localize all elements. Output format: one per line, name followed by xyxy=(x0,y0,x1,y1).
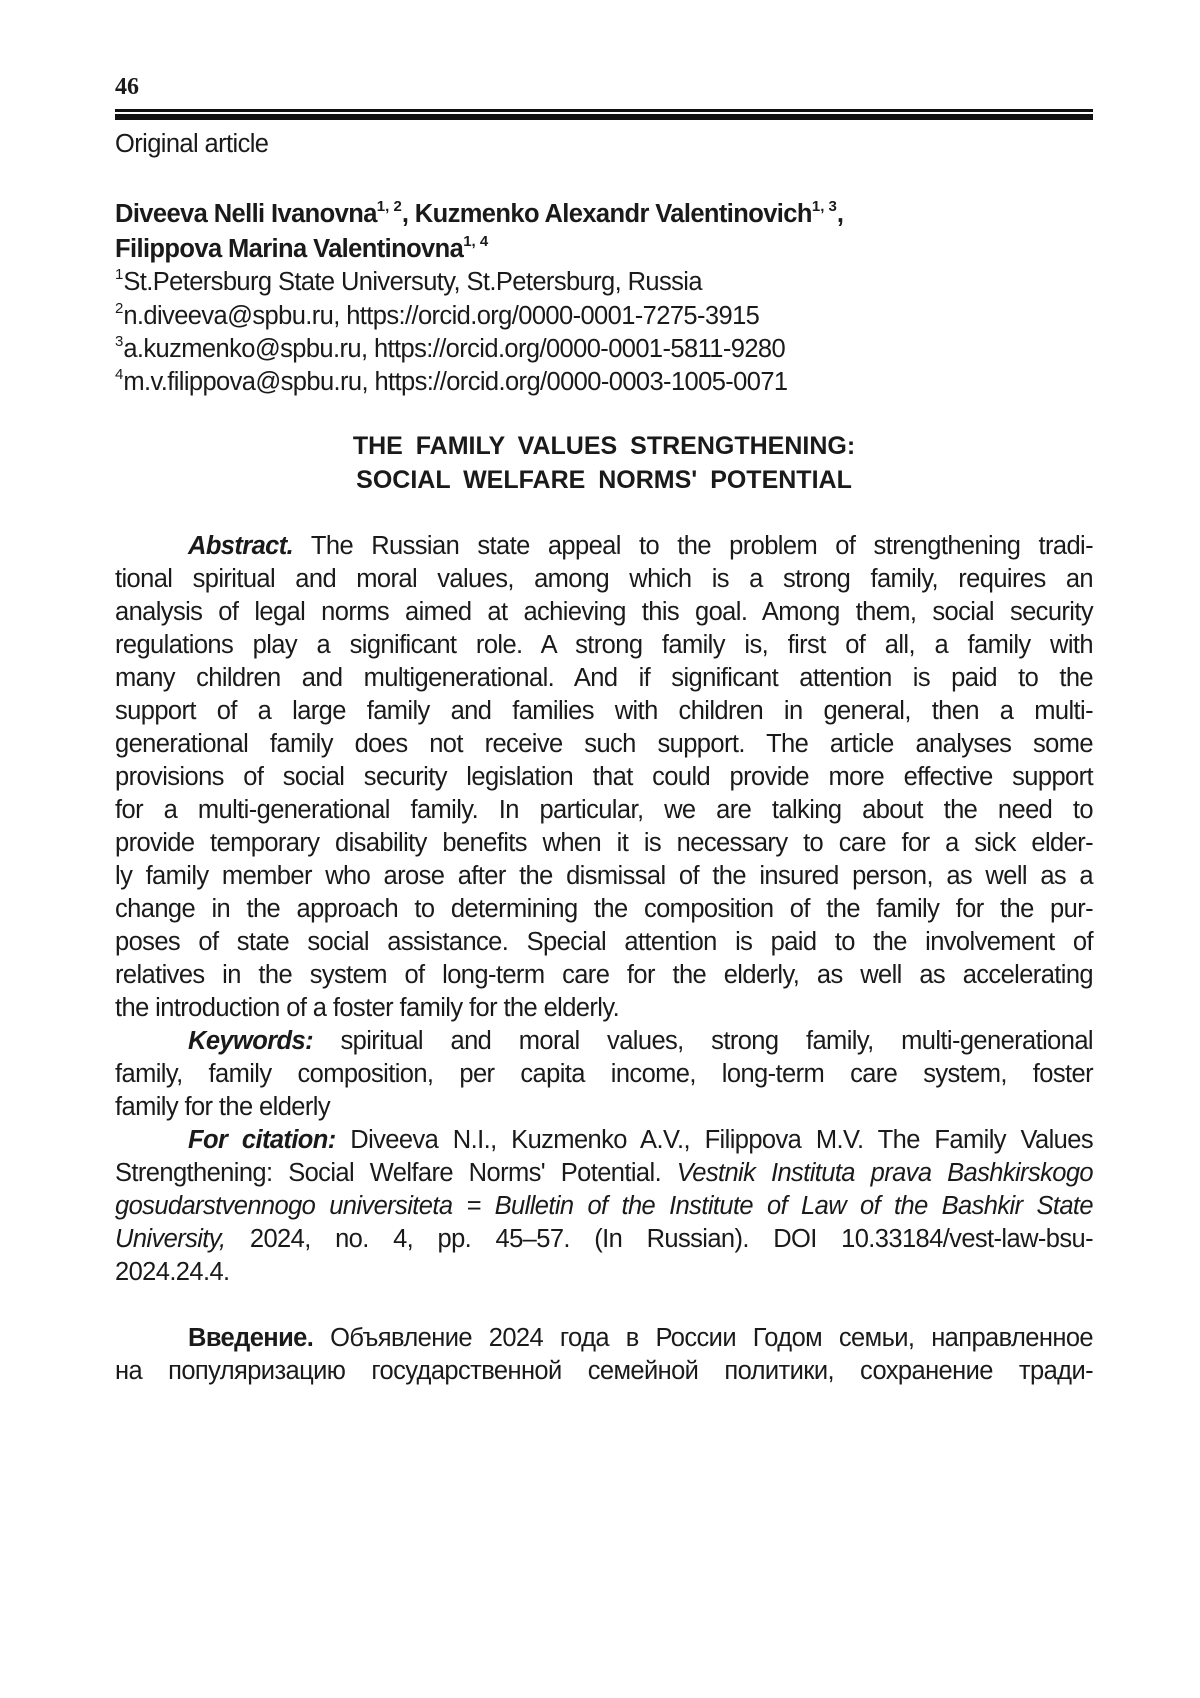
abstract-line: for a multi-generational family. In particular, we are talking about the need to xyxy=(115,796,1093,824)
affiliation-sup: 1 xyxy=(115,266,124,283)
paper-title-line-1: THE FAMILY VALUES STRENGTHENING: xyxy=(352,432,856,460)
authors-line-1 xyxy=(115,200,843,229)
intro-text: Объявление 2024 года в России Годом семьи, направленное xyxy=(313,1324,1093,1352)
affiliation-line xyxy=(115,268,702,297)
keywords-text: spiritual and moral values, strong family, multi-generational xyxy=(312,1027,1093,1055)
abstract-line: support of a large family and families with children in general, then a multi- xyxy=(115,697,1093,725)
citation-text: 2024, no. 4, pp. 45–57. (In Russian). DOI 10.33184/vest-law-bsu- xyxy=(225,1225,1093,1253)
abstract-line: analysis of legal norms aimed at achieving this goal. Among them, social security xyxy=(115,598,1093,626)
abstract-line: poses of state social assistance. Special attention is paid to the involvement of xyxy=(115,928,1093,956)
author-separator: , xyxy=(401,200,415,228)
author-sup: 1, 2 xyxy=(376,198,402,215)
intro-label: Введение. xyxy=(188,1324,314,1352)
article-type: Original article xyxy=(115,130,269,158)
abstract-line: ly family member who arose after the dismissal of the insured person, as well as a xyxy=(115,862,1093,890)
author-name: Filippova Marina Valentinovna xyxy=(115,235,464,263)
abstract-line: many children and multigenerational. And if significant attention is paid to the xyxy=(115,664,1093,692)
abstract-text: The Russian state appeal to the problem of strengthening tradi- xyxy=(293,532,1093,560)
citation-line xyxy=(115,1126,1093,1155)
affiliation-text: m.v.filippova@spbu.ru, https://orcid.org/0000-0003-1005-0071 xyxy=(123,368,788,396)
affiliation-line xyxy=(115,335,785,364)
affiliation-sup: 4 xyxy=(115,366,124,383)
header-rule-thin xyxy=(115,109,1093,112)
author-separator: , xyxy=(836,200,844,228)
header-rule-thick xyxy=(115,114,1093,120)
abstract-line: relatives in the system of long-term care for the elderly, as well as accelerating xyxy=(115,961,1093,989)
citation-line: gosudarstvennogo universiteta = Bulletin of the Institute of Law of the Bashkir State xyxy=(115,1192,1093,1220)
keywords-label: Keywords: xyxy=(188,1027,313,1055)
citation-text: Diveeva N.I., Kuzmenko A.V., Filippova M.V. The Family Values xyxy=(335,1126,1093,1154)
abstract-line: change in the approach to determining the composition of the family for the pur- xyxy=(115,895,1093,923)
abstract-line: provisions of social security legislation that could provide more effective support xyxy=(115,763,1093,791)
affiliation-sup: 2 xyxy=(115,300,124,317)
author-name: Diveeva Nelli Ivanovna xyxy=(115,200,377,228)
affiliation-text: n.diveeva@spbu.ru, https://orcid.org/0000-0001-7275-3915 xyxy=(123,302,760,330)
citation-label: For citation: xyxy=(188,1126,336,1154)
abstract-line: tional spiritual and moral values, among which is a strong family, requires an xyxy=(115,565,1093,593)
affiliation-text: a.kuzmenko@spbu.ru, https://orcid.org/0000-0001-5811-9280 xyxy=(123,335,786,363)
affiliation-text: St.Petersburg State Universuty, St.Petersburg, Russia xyxy=(123,268,702,296)
author-sup: 1, 3 xyxy=(811,198,837,215)
affiliation-sup: 3 xyxy=(115,333,124,350)
keywords-line: family, family composition, per capita income, long-term care system, foster xyxy=(115,1060,1093,1088)
intro-line xyxy=(115,1324,1093,1353)
keywords-line: family for the elderly xyxy=(115,1093,330,1121)
citation-line xyxy=(115,1225,1093,1254)
paper-title-line-2: SOCIAL WELFARE NORMS' POTENTIAL xyxy=(356,466,852,494)
author-sup: 1, 4 xyxy=(463,233,489,250)
abstract-line: provide temporary disability benefits when it is necessary to care for a sick elder- xyxy=(115,829,1093,857)
citation-journal: Vestnik Instituta prava Bashkirskogo xyxy=(676,1159,1093,1187)
citation-journal: University, xyxy=(115,1225,226,1253)
abstract-line xyxy=(115,532,1093,561)
citation-text: Strengthening: Social Welfare Norms' Potential. xyxy=(115,1159,677,1187)
citation-line xyxy=(115,1159,1093,1188)
intro-line: на популяризацию государственной семейной политики, сохранение тради- xyxy=(115,1357,1093,1385)
keywords-line xyxy=(115,1027,1093,1056)
page-number: 46 xyxy=(115,74,139,100)
abstract-line: the introduction of a foster family for the elderly. xyxy=(115,994,620,1022)
abstract-label: Abstract. xyxy=(188,532,294,560)
abstract-line: regulations play a significant role. A strong family is, first of all, a family with xyxy=(115,631,1093,659)
abstract-line: generational family does not receive such support. The article analyses some xyxy=(115,730,1093,758)
citation-line: 2024.24.4. xyxy=(115,1258,230,1286)
affiliation-line xyxy=(115,368,788,397)
author-name: Kuzmenko Alexandr Valentinovich xyxy=(414,200,812,228)
authors-line-2 xyxy=(115,235,488,264)
affiliation-line xyxy=(115,302,759,331)
